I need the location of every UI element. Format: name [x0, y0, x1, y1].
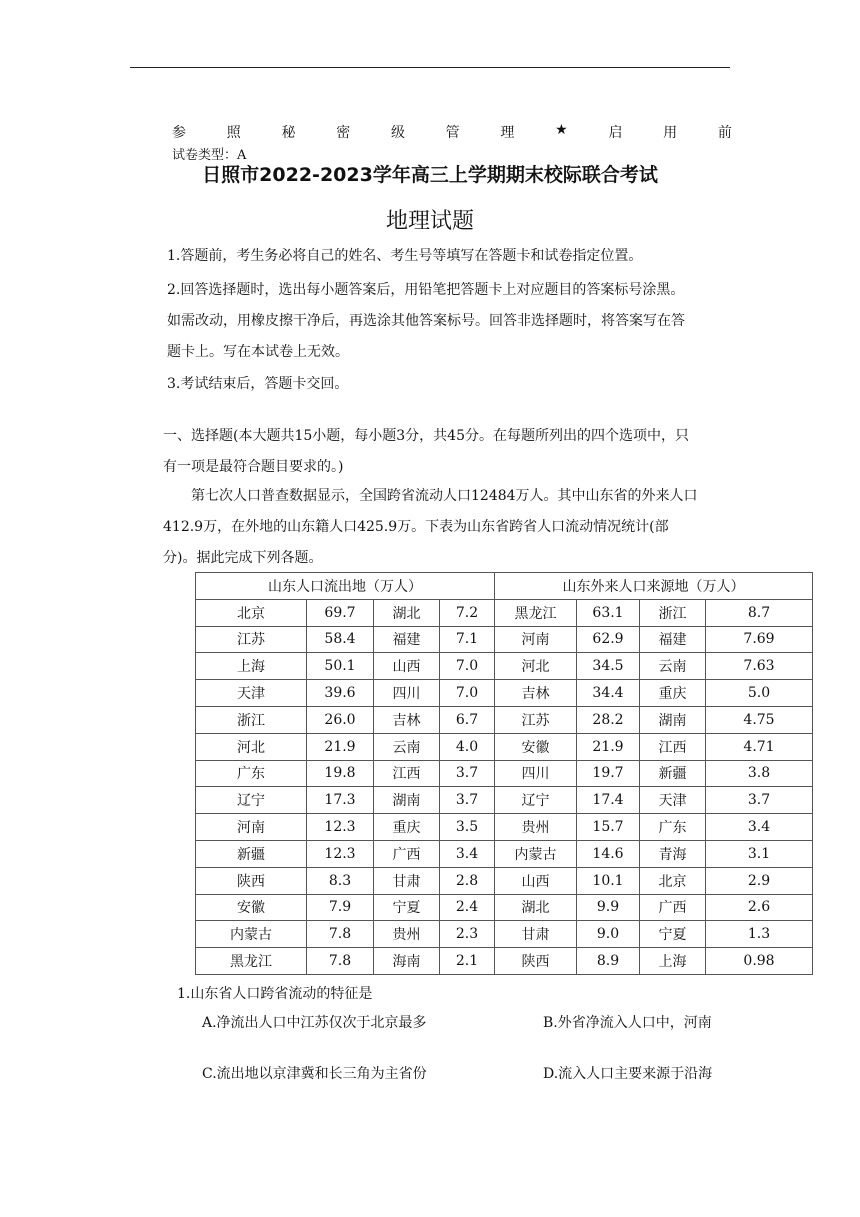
province-cell: 广东 [196, 760, 307, 787]
instruction-3: 3.考试结束后，答题卡交回。 [167, 376, 349, 392]
province-cell: 北京 [640, 867, 706, 894]
province-cell: 江苏 [495, 706, 577, 733]
province-cell: 天津 [196, 680, 307, 707]
confidentiality-char: 前 [717, 125, 732, 141]
value-cell: 7.0 [440, 680, 495, 707]
province-cell: 山西 [495, 867, 577, 894]
confidentiality-char: 用 [663, 125, 678, 141]
question-1-option-a: A.净流出人口中江苏仅次于北京最多 [202, 1015, 427, 1031]
province-cell: 黑龙江 [196, 948, 307, 975]
exam-title: 日照市2022-2023学年高三上学期期末校际联合考试 [202, 164, 658, 186]
question-1-stem: 1.山东省人口跨省流动的特征是 [177, 986, 373, 1002]
province-cell: 浙江 [196, 706, 307, 733]
province-cell: 宁夏 [374, 894, 440, 921]
table-row [196, 948, 813, 975]
table-row [196, 733, 813, 760]
exam-subject: 地理试题 [385, 209, 474, 234]
value-cell: 2.9 [706, 867, 813, 894]
province-cell: 青海 [640, 840, 706, 867]
value-cell: 19.7 [577, 760, 640, 787]
value-cell: 50.1 [307, 653, 374, 680]
province-cell: 辽宁 [495, 787, 577, 814]
province-cell: 贵州 [495, 814, 577, 841]
value-cell: 14.6 [577, 840, 640, 867]
value-cell: 3.4 [706, 814, 813, 841]
province-cell: 江苏 [196, 626, 307, 653]
table-header-outflow: 山东人口流出地（万人） [196, 573, 495, 600]
value-cell: 62.9 [577, 626, 640, 653]
table-row [196, 921, 813, 948]
province-cell: 上海 [640, 948, 706, 975]
province-cell: 云南 [374, 733, 440, 760]
province-cell: 内蒙古 [196, 921, 307, 948]
value-cell: 28.2 [577, 706, 640, 733]
value-cell: 21.9 [307, 733, 374, 760]
province-cell: 北京 [196, 599, 307, 626]
value-cell: 4.71 [706, 733, 813, 760]
table-row [196, 787, 813, 814]
province-cell: 福建 [374, 626, 440, 653]
province-cell: 陕西 [196, 867, 307, 894]
value-cell: 7.1 [440, 626, 495, 653]
province-cell: 广西 [374, 840, 440, 867]
value-cell: 3.8 [706, 760, 813, 787]
province-cell: 吉林 [495, 680, 577, 707]
province-cell: 内蒙古 [495, 840, 577, 867]
province-cell: 江西 [374, 760, 440, 787]
value-cell: 5.0 [706, 680, 813, 707]
value-cell: 7.69 [706, 626, 813, 653]
value-cell: 7.2 [440, 599, 495, 626]
value-cell: 19.8 [307, 760, 374, 787]
confidentiality-char: 管 [445, 125, 460, 141]
section-title: 一、选择题(本大题共15小题，每小题3分，共45分。在每题所列出的四个选项中，只有一项是最符合题目要求的。) [163, 428, 689, 475]
province-cell: 新疆 [196, 840, 307, 867]
province-cell: 陕西 [495, 948, 577, 975]
province-cell: 河南 [196, 814, 307, 841]
value-cell: 1.3 [706, 921, 813, 948]
province-cell: 重庆 [374, 814, 440, 841]
value-cell: 9.9 [577, 894, 640, 921]
province-cell: 贵州 [374, 921, 440, 948]
value-cell: 17.4 [577, 787, 640, 814]
value-cell: 69.7 [307, 599, 374, 626]
value-cell: 10.1 [577, 867, 640, 894]
province-cell: 山西 [374, 653, 440, 680]
province-cell: 上海 [196, 653, 307, 680]
value-cell: 7.0 [440, 653, 495, 680]
table-row [196, 706, 813, 733]
confidentiality-char: ★ [555, 122, 568, 138]
province-cell: 广东 [640, 814, 706, 841]
value-cell: 3.7 [706, 787, 813, 814]
value-cell: 4.0 [440, 733, 495, 760]
confidentiality-char: 级 [390, 125, 405, 141]
province-cell: 黑龙江 [495, 599, 577, 626]
value-cell: 63.1 [577, 599, 640, 626]
province-cell: 安徽 [495, 733, 577, 760]
value-cell: 9.0 [577, 921, 640, 948]
question-1-option-d: D.流入人口主要来源于沿海 [543, 1066, 713, 1082]
province-cell: 甘肃 [374, 867, 440, 894]
value-cell: 34.5 [577, 653, 640, 680]
province-cell: 浙江 [640, 599, 706, 626]
value-cell: 2.4 [440, 894, 495, 921]
province-cell: 宁夏 [640, 921, 706, 948]
value-cell: 3.5 [440, 814, 495, 841]
value-cell: 8.3 [307, 867, 374, 894]
province-cell: 福建 [640, 626, 706, 653]
value-cell: 0.98 [706, 948, 813, 975]
province-cell: 海南 [374, 948, 440, 975]
table-row [196, 894, 813, 921]
value-cell: 7.63 [706, 653, 813, 680]
table-row [196, 626, 813, 653]
table-row [196, 599, 813, 626]
province-cell: 河南 [495, 626, 577, 653]
table-row [196, 814, 813, 841]
table-row [196, 840, 813, 867]
question-1-option-b: B.外省净流入人口中，河南 [543, 1015, 712, 1031]
value-cell: 8.9 [577, 948, 640, 975]
table-header-inflow: 山东外来人口来源地（万人） [495, 573, 813, 600]
question-1-option-c: C.流出地以京津冀和长三角为主省份 [202, 1066, 427, 1082]
value-cell: 12.3 [307, 840, 374, 867]
confidentiality-label [172, 122, 732, 142]
value-cell: 7.9 [307, 894, 374, 921]
instruction-2: 2.回答选择题时，选出每小题答案后，用铅笔把答题卡上对应题目的答案标号涂黑。如需改动，用橡皮擦干净后，再选涂其他答案标号。回答非选择题时，将答案写在答题卡上。写在本试卷上无效。 [167, 282, 685, 360]
value-cell: 17.3 [307, 787, 374, 814]
value-cell: 2.1 [440, 948, 495, 975]
province-cell: 河北 [495, 653, 577, 680]
value-cell: 21.9 [577, 733, 640, 760]
confidentiality-char: 理 [500, 125, 515, 141]
province-cell: 云南 [640, 653, 706, 680]
table-row [196, 760, 813, 787]
province-cell: 湖南 [374, 787, 440, 814]
value-cell: 26.0 [307, 706, 374, 733]
province-cell: 广西 [640, 894, 706, 921]
value-cell: 8.7 [706, 599, 813, 626]
value-cell: 58.4 [307, 626, 374, 653]
population-flow-table [195, 572, 813, 975]
province-cell: 湖北 [495, 894, 577, 921]
value-cell: 7.8 [307, 948, 374, 975]
province-cell: 吉林 [374, 706, 440, 733]
table-row [196, 867, 813, 894]
value-cell: 6.7 [440, 706, 495, 733]
province-cell: 湖南 [640, 706, 706, 733]
value-cell: 34.4 [577, 680, 640, 707]
table-row [196, 653, 813, 680]
table-row [196, 680, 813, 707]
value-cell: 15.7 [577, 814, 640, 841]
value-cell: 39.6 [307, 680, 374, 707]
province-cell: 重庆 [640, 680, 706, 707]
instruction-1: 1.答题前，考生务必将自己的姓名、考生号等填写在答题卡和试卷指定位置。 [167, 248, 643, 264]
province-cell: 甘肃 [495, 921, 577, 948]
province-cell: 江西 [640, 733, 706, 760]
value-cell: 3.7 [440, 760, 495, 787]
top-rule [130, 67, 730, 68]
province-cell: 安徽 [196, 894, 307, 921]
value-cell: 4.75 [706, 706, 813, 733]
province-cell: 天津 [640, 787, 706, 814]
value-cell: 12.3 [307, 814, 374, 841]
paper-type: 试卷类型：A [172, 148, 247, 163]
confidentiality-char: 密 [336, 125, 351, 141]
confidentiality-char: 秘 [281, 125, 296, 141]
value-cell: 2.8 [440, 867, 495, 894]
confidentiality-char: 参 [172, 125, 186, 141]
province-cell: 新疆 [640, 760, 706, 787]
value-cell: 2.6 [706, 894, 813, 921]
confidentiality-char: 照 [226, 125, 241, 141]
province-cell: 四川 [495, 760, 577, 787]
value-cell: 3.4 [440, 840, 495, 867]
confidentiality-char: 启 [608, 125, 623, 141]
province-cell: 四川 [374, 680, 440, 707]
passage-text: 第七次人口普查数据显示，全国跨省流动人口12484万人。其中山东省的外来人口412.9万，在外地的山东籍人口425.9万。下表为山东省跨省人口流动情况统计(部分)。据此完成下列各题。 [163, 488, 698, 566]
value-cell: 7.8 [307, 921, 374, 948]
province-cell: 河北 [196, 733, 307, 760]
value-cell: 3.1 [706, 840, 813, 867]
value-cell: 3.7 [440, 787, 495, 814]
value-cell: 2.3 [440, 921, 495, 948]
province-cell: 湖北 [374, 599, 440, 626]
province-cell: 辽宁 [196, 787, 307, 814]
